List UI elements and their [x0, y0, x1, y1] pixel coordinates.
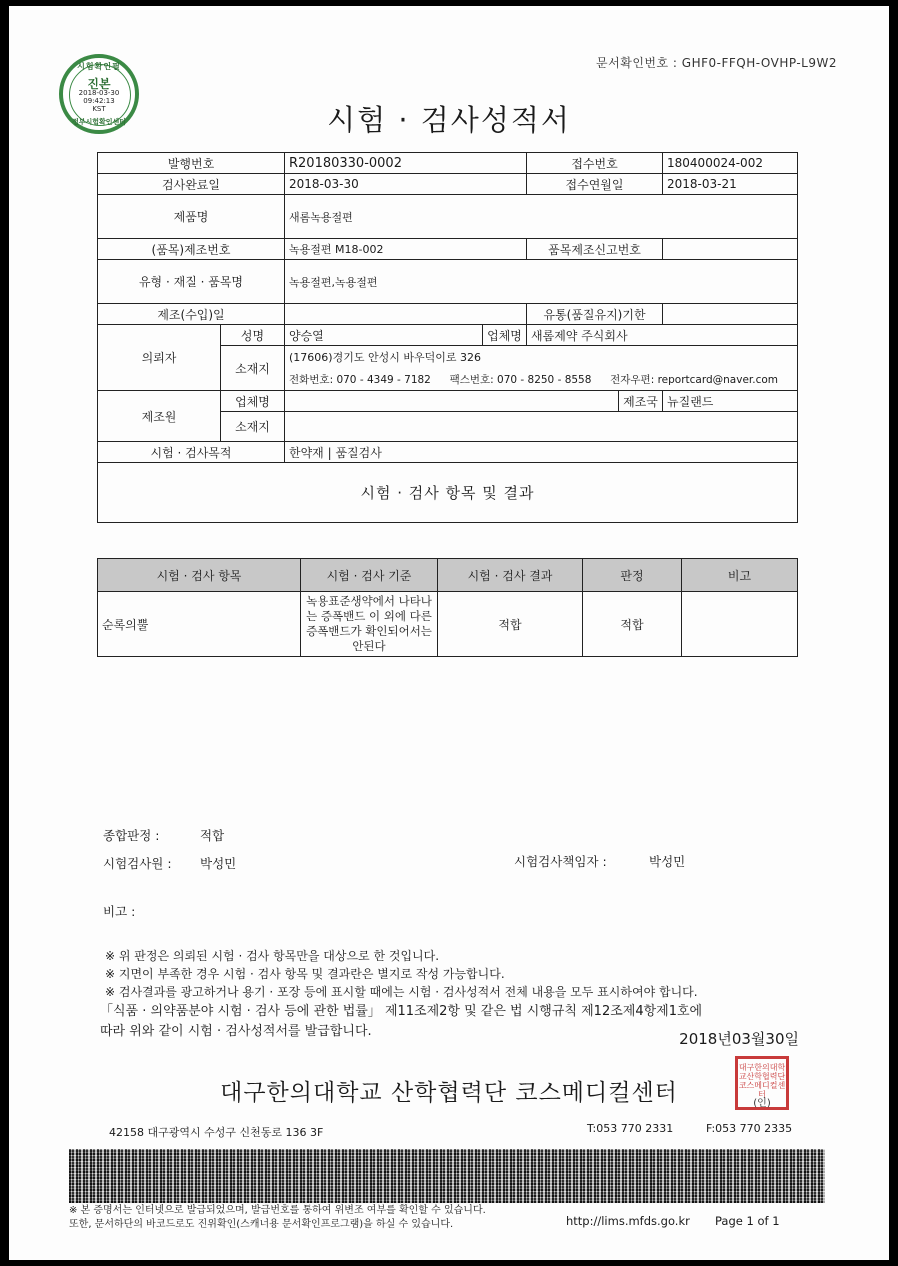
overall-label: 종합판정 :	[103, 828, 160, 843]
page-title: 시험 · 검사성적서	[327, 103, 571, 137]
footer-line-1: ※ 본 증명서는 인터넷으로 발급되었으며, 발급번호를 통하여 위변조 여부를 확인할 수 있습니다.	[69, 1205, 486, 1216]
issue-no: R20180330-0002	[285, 153, 527, 174]
official-stamp	[735, 1056, 789, 1110]
seal-center-text: 진본	[87, 77, 111, 91]
seal-time: 09:42:13	[83, 97, 115, 105]
results-table	[97, 558, 798, 657]
receipt-date-label: 접수연월일	[527, 174, 663, 195]
receipt-date: 2018-03-21	[663, 174, 798, 195]
maker-address	[285, 412, 798, 442]
report-no	[663, 239, 798, 260]
results-header-remarks: 비고	[682, 559, 798, 592]
company-label: 업체명	[483, 325, 527, 346]
note-3: ※ 검사결과를 광고하거나 용기 · 포장 등에 표시할 때에는 시험 · 검사성적서 전체 내용을 모두 표시하여야 합니다.	[105, 985, 698, 999]
results-header-judgment: 판정	[583, 559, 682, 592]
client-company: 새롬제약 주식회사	[527, 325, 798, 346]
page-number: Page 1 of 1	[715, 1214, 780, 1228]
remarks-label: 비고 :	[103, 904, 136, 919]
purpose: 한약재 | 품질검사	[285, 442, 798, 463]
mfg-date	[285, 304, 527, 325]
footer-notice	[69, 1204, 486, 1232]
receipt-no: 180400024-002	[663, 153, 798, 174]
expiry-label: 유통(품질유지)기한	[527, 304, 663, 325]
client-label: 의뢰자	[98, 325, 221, 391]
issue-date: 2018년03월30일	[679, 1030, 799, 1048]
result-item: 순록의뿔	[98, 592, 301, 657]
product-name: 새롬녹용절편	[285, 195, 798, 239]
footer-line-2: 또한, 문서하단의 바코드로도 진위확인(스캐너용 문서확인프로그램)을 하실 수 있습니다.	[69, 1219, 454, 1230]
seal-tz: KST	[92, 105, 106, 113]
type-label: 유형 · 재질 · 품목명	[98, 260, 285, 304]
inspector-name: 박성민	[200, 856, 237, 871]
mfg-no: 녹용절편 M18-002	[285, 239, 527, 260]
maker-company-label: 업체명	[221, 391, 285, 412]
client-address: (17606)경기도 안성시 바우덕이로 326	[285, 346, 798, 369]
result-value: 적합	[438, 592, 583, 657]
note-1: ※ 위 판정은 의뢰된 시험 · 검사 항목만을 대상으로 한 것입니다.	[105, 949, 440, 963]
seal-top-text: 시험확인필	[77, 62, 121, 71]
results-header-result: 시험 · 검사 결과	[438, 559, 583, 592]
client-email: 전자우편: reportcard@naver.com	[610, 373, 779, 386]
result-criteria: 녹용표준생약에서 나타나는 증폭밴드 이 외에 다른 증폭밴드가 확인되어서는 안된다	[301, 592, 438, 657]
declaration-line-1: 「식품 · 의약품분야 시험 · 검사 등에 관한 법률」 제11조제2항 및 같은 법 시행규칙 제12조제4항제1호에	[100, 1004, 703, 1019]
maker-label: 제조원	[98, 391, 221, 442]
organization-name: 대구한의대학교 산학협력단 코스메디컬센터	[220, 1080, 678, 1106]
verification-url[interactable]: http://lims.mfds.go.kr	[566, 1214, 690, 1228]
org-address: 42158 대구광역시 수성구 신천동로 136 3F	[109, 1126, 324, 1139]
declaration-line-2: 따라 위와 같이 시험 · 검사성적서를 발급합니다.	[100, 1024, 372, 1039]
stamp-mark: (인)	[753, 1098, 771, 1109]
client-name: 양승열	[285, 325, 483, 346]
purpose-label: 시험 · 검사목적	[98, 442, 285, 463]
results-header-item: 시험 · 검사 항목	[98, 559, 301, 592]
maker-company	[285, 391, 619, 412]
result-judgment: 적합	[583, 592, 682, 657]
org-fax: F:053 770 2335	[706, 1122, 793, 1135]
expiry	[663, 304, 798, 325]
inspector-label: 시험검사원 :	[103, 856, 172, 871]
notes	[105, 947, 698, 1001]
stamp-text: 대구한의대학교산학협력단코스메디컬센터	[738, 1063, 786, 1099]
table-row	[98, 592, 798, 657]
country: 뉴질랜드	[663, 391, 798, 412]
seal-date: 2018-03-30	[78, 89, 120, 97]
country-label: 제조국	[619, 391, 663, 412]
report-no-label: 품목제조신고번호	[527, 239, 663, 260]
document-page	[9, 6, 889, 1260]
results-header-criteria: 시험 · 검사 기준	[301, 559, 438, 592]
seal-bottom-text: 정부시험확인센터	[71, 118, 127, 126]
issue-no-label: 발행번호	[98, 153, 285, 174]
completion-date: 2018-03-30	[285, 174, 527, 195]
overall-judgment: 적합	[200, 828, 225, 843]
client-fax: 팩스번호: 070 - 8250 - 8558	[449, 373, 592, 386]
client-phone: 전화번호: 070 - 4349 - 7182	[289, 373, 431, 386]
maker-address-label: 소재지	[221, 412, 285, 442]
address-label: 소재지	[221, 346, 285, 391]
result-remarks	[682, 592, 798, 657]
mfg-no-label: (품목)제조번호	[98, 239, 285, 260]
client-contact	[285, 368, 798, 391]
type-value: 녹용절편,녹용절편	[285, 260, 798, 304]
document-number: 문서확인번호 : GHF0-FFQH-OVHP-L9W2	[596, 56, 837, 70]
receipt-no-label: 접수번호	[527, 153, 663, 174]
completion-date-label: 검사완료일	[98, 174, 285, 195]
info-table	[97, 152, 798, 523]
manager-label: 시험검사책임자 :	[514, 854, 607, 869]
results-title: 시험 · 검사 항목 및 결과	[98, 463, 798, 523]
product-name-label: 제품명	[98, 195, 285, 239]
manager-name: 박성민	[649, 854, 686, 869]
org-tel: T:053 770 2331	[587, 1122, 674, 1135]
name-label: 성명	[221, 325, 285, 346]
note-2: ※ 지면이 부족한 경우 시험 · 검사 항목 및 결과란은 별지로 작성 가능합니다.	[105, 967, 505, 981]
mfg-date-label: 제조(수입)일	[98, 304, 285, 325]
verification-barcode	[69, 1149, 825, 1203]
